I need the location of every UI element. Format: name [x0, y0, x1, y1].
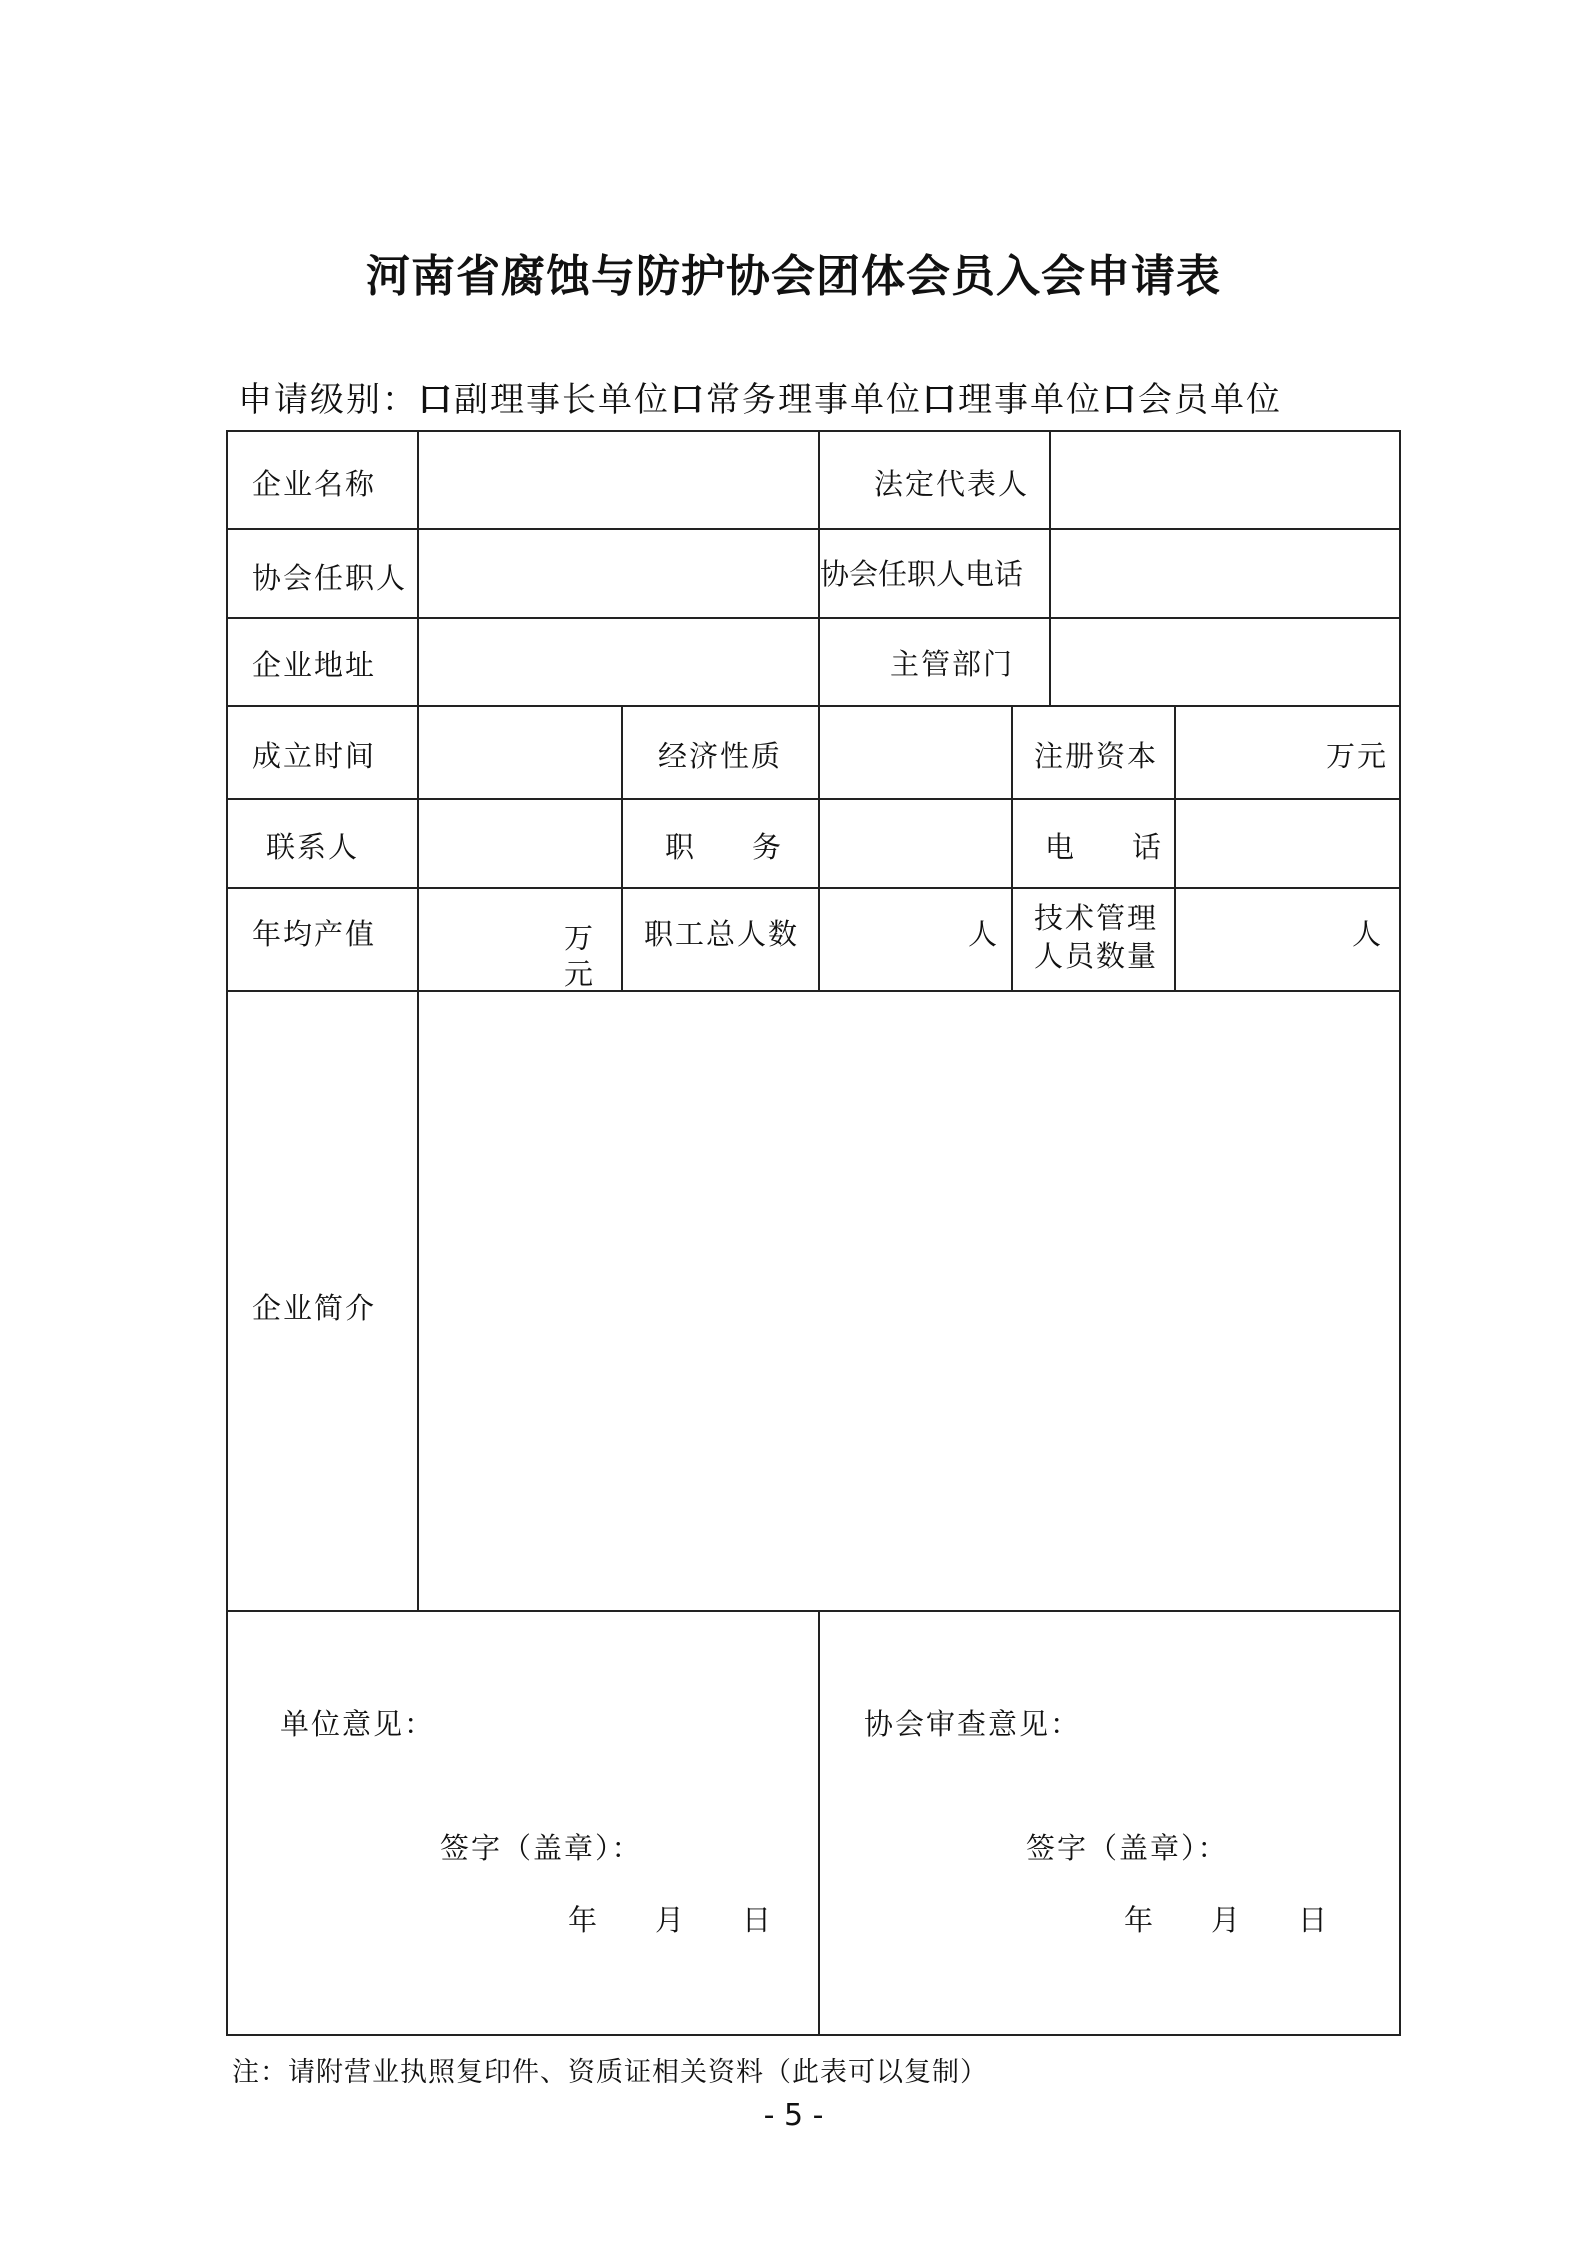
annual-output-unit-top: 万 [564, 921, 596, 955]
assoc-phone-input[interactable] [1051, 530, 1399, 617]
application-level-row [238, 372, 1282, 421]
checkbox-member[interactable]: 口 [1102, 380, 1138, 420]
column-rule [621, 705, 623, 990]
annual-output-input[interactable] [419, 889, 559, 990]
econ-nature-input[interactable] [820, 707, 1011, 798]
annual-output-unit-bottom: 元 [564, 957, 596, 991]
assoc-phone-label: 协会任职人电话 [820, 557, 1024, 591]
reg-capital-unit: 万元 [1326, 739, 1389, 773]
econ-nature-label: 经济性质 [658, 739, 783, 773]
tech-staff-label-line1: 技术管理 [1034, 901, 1159, 935]
unit-sign-label: 签字（盖章）： [440, 1831, 643, 1865]
authority-label: 主管部门 [890, 647, 1015, 681]
contact-input[interactable] [419, 800, 621, 887]
staff-total-input[interactable] [820, 889, 960, 990]
contact-label: 联系人 [266, 830, 360, 864]
checkbox-director[interactable]: 口 [922, 380, 958, 420]
founded-label: 成立时间 [252, 739, 377, 773]
form-title: 河南省腐蚀与防护协会团体会员入会申请表 [366, 251, 1221, 302]
company-name-input[interactable] [419, 432, 818, 528]
row-rule [228, 1610, 1399, 1612]
position-input[interactable] [820, 800, 1011, 887]
unit-date-label: 年 月 日 [568, 1903, 772, 1937]
page-number: - 5 - [763, 2098, 824, 2133]
address-input[interactable] [419, 619, 818, 705]
assoc-person-label: 协会任职人 [252, 561, 408, 595]
assoc-person-input[interactable] [419, 530, 818, 617]
assoc-opinion-input[interactable] [820, 1612, 1399, 2034]
column-rule [1011, 705, 1013, 990]
option-member: 会员单位 [1138, 380, 1282, 420]
checkbox-vice-chair[interactable]: 口 [418, 380, 454, 420]
unit-opinion-label: 单位意见： [280, 1707, 436, 1741]
footnote: 注：请附营业执照复印件、资质证相关资料（此表可以复制） [232, 2057, 988, 2088]
staff-total-unit: 人 [968, 917, 1000, 951]
company-name-label: 企业名称 [252, 467, 377, 501]
position-label: 职 务 [665, 830, 782, 864]
phone-input[interactable] [1176, 800, 1399, 887]
annual-output-label: 年均产值 [252, 917, 377, 951]
assoc-sign-label: 签字（盖章）： [1026, 1831, 1229, 1865]
row-rule [228, 705, 1399, 707]
authority-input[interactable] [1051, 619, 1399, 705]
assoc-opinion-label: 协会审查意见： [864, 1707, 1082, 1741]
company-intro-input[interactable] [419, 992, 1399, 1610]
founded-input[interactable] [419, 707, 621, 798]
unit-opinion-input[interactable] [228, 1612, 818, 2034]
checkbox-standing-director[interactable]: 口 [670, 380, 706, 420]
tech-staff-unit: 人 [1352, 917, 1384, 951]
assoc-date-label: 年 月 日 [1124, 1903, 1328, 1937]
address-label: 企业地址 [252, 648, 377, 682]
application-table [226, 430, 1401, 2036]
level-label: 申请级别： [238, 380, 418, 420]
option-standing-director: 常务理事单位 [706, 380, 922, 420]
option-vice-chair: 副理事长单位 [454, 380, 670, 420]
tech-staff-label-line2: 人员数量 [1034, 939, 1159, 973]
option-director: 理事单位 [958, 380, 1102, 420]
reg-capital-label: 注册资本 [1034, 739, 1159, 773]
company-intro-label: 企业简介 [252, 1291, 377, 1325]
staff-total-label: 职工总人数 [644, 917, 800, 951]
legal-rep-label: 法定代表人 [874, 467, 1030, 501]
column-rule [818, 1610, 820, 2034]
phone-label: 电 话 [1045, 830, 1162, 864]
legal-rep-input[interactable] [1051, 432, 1399, 528]
tech-staff-input[interactable] [1176, 889, 1346, 990]
